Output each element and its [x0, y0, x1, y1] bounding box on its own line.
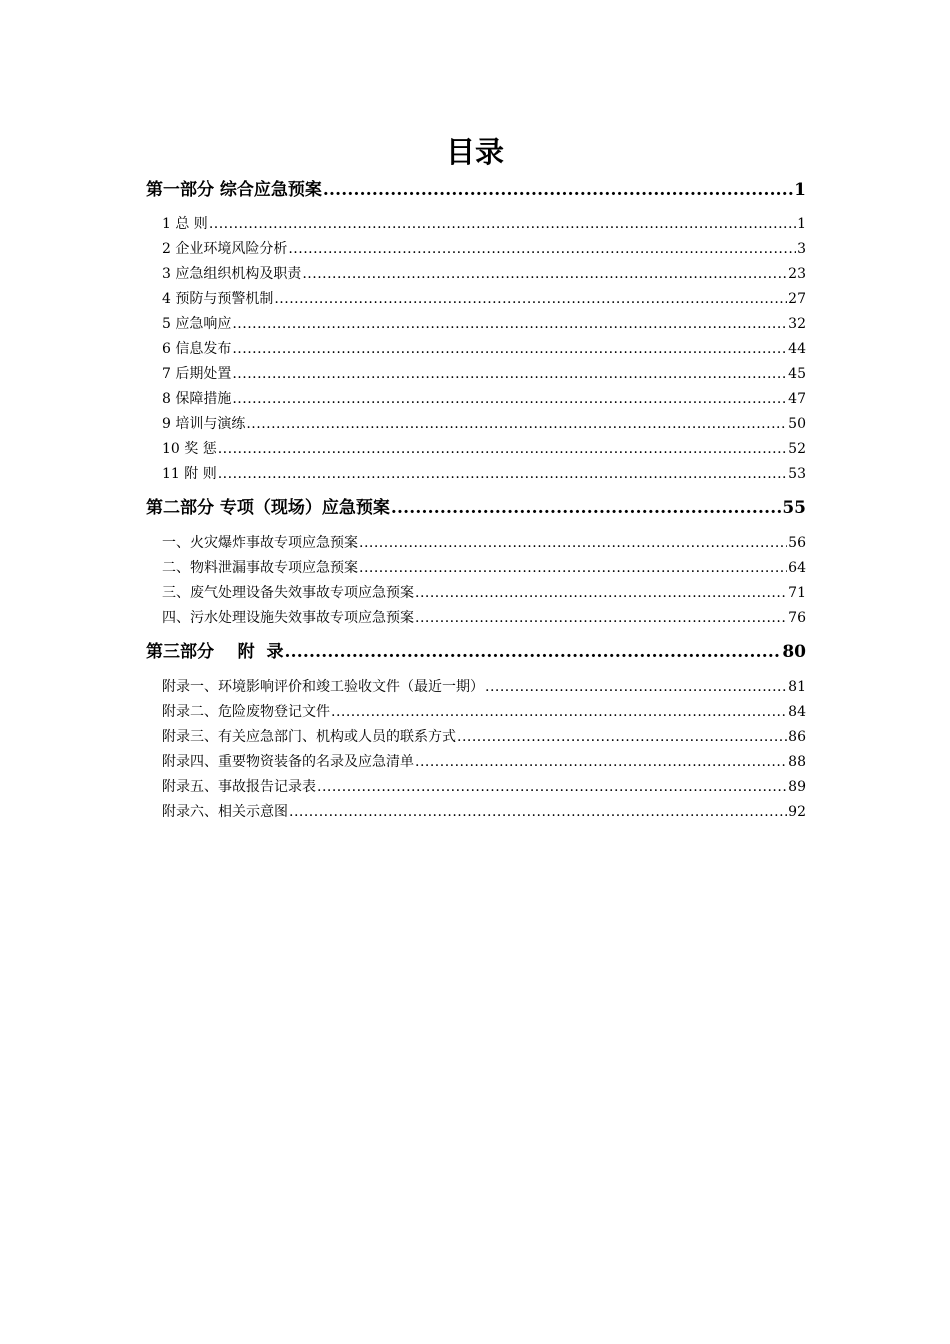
toc-item-label: 附录六、相关示意图 — [162, 804, 288, 820]
dot-leader — [232, 339, 787, 359]
toc-item[interactable] — [162, 558, 806, 578]
toc-item-label: 3 应急组织机构及职责 — [162, 266, 302, 282]
toc-page-number: 88 — [788, 754, 806, 770]
toc-item-label: 11 附 则 — [162, 466, 217, 482]
toc-part-3[interactable] — [146, 640, 806, 664]
toc-item[interactable] — [162, 389, 806, 409]
toc-item-label: 1 总 则 — [162, 216, 208, 232]
dot-leader — [415, 752, 787, 772]
toc-item[interactable] — [162, 439, 806, 459]
toc-page-number: 55 — [782, 498, 806, 518]
dot-leader — [331, 702, 787, 722]
toc-item-label: 四、污水处理设施失效事故专项应急预案 — [162, 610, 414, 626]
toc-page-number: 1 — [794, 180, 806, 200]
dot-leader — [302, 264, 787, 284]
toc-item[interactable] — [162, 314, 806, 334]
dot-leader — [232, 389, 787, 409]
toc-page-number: 1 — [797, 216, 806, 232]
toc-page-number: 52 — [788, 441, 806, 457]
dot-leader — [359, 533, 787, 553]
toc-page-number: 86 — [788, 729, 806, 745]
toc-part-1[interactable] — [146, 178, 806, 202]
toc-item[interactable] — [162, 752, 806, 772]
toc-item-label: 附录五、事故报告记录表 — [162, 779, 316, 795]
toc-item-label: 6 信息发布 — [162, 341, 232, 357]
toc-item[interactable] — [162, 264, 806, 284]
toc-item[interactable] — [162, 289, 806, 309]
toc-item[interactable] — [162, 239, 806, 259]
toc-item[interactable] — [162, 802, 806, 822]
toc-item[interactable] — [162, 608, 806, 628]
toc-item[interactable] — [162, 414, 806, 434]
toc-item[interactable] — [162, 464, 806, 484]
toc-page-number: 3 — [797, 241, 806, 257]
toc-item[interactable] — [162, 583, 806, 603]
toc-page-number: 92 — [788, 804, 806, 820]
toc-item-label: 三、废气处理设备失效事故专项应急预案 — [162, 585, 414, 601]
dot-leader — [391, 496, 781, 520]
toc-page-number: 50 — [788, 416, 806, 432]
toc-page-number: 27 — [788, 291, 806, 307]
toc-part-label: 第一部分 综合应急预案 — [146, 180, 322, 200]
dot-leader — [415, 583, 787, 603]
dot-leader — [485, 677, 787, 697]
dot-leader — [317, 777, 787, 797]
toc-part-label: 第二部分 专项（现场）应急预案 — [146, 498, 390, 518]
toc-item-label: 7 后期处置 — [162, 366, 232, 382]
toc-item-label: 附录四、重要物资装备的名录及应急清单 — [162, 754, 414, 770]
toc-item-label: 二、物料泄漏事故专项应急预案 — [162, 560, 358, 576]
toc-item-label: 10 奖 惩 — [162, 441, 217, 457]
dot-leader — [232, 364, 787, 384]
toc-item[interactable] — [162, 364, 806, 384]
toc-page-number: 47 — [788, 391, 806, 407]
toc-item[interactable] — [162, 727, 806, 747]
dot-leader — [209, 214, 796, 234]
dot-leader — [323, 178, 793, 202]
toc-part-2[interactable] — [146, 496, 806, 520]
toc-page-number: 64 — [788, 560, 806, 576]
dot-leader — [289, 802, 787, 822]
toc-item-label: 5 应急响应 — [162, 316, 232, 332]
toc-item[interactable] — [162, 677, 806, 697]
toc-page-number: 23 — [788, 266, 806, 282]
toc-page-number: 44 — [788, 341, 806, 357]
toc-page-number: 81 — [788, 679, 806, 695]
toc-page-number: 76 — [788, 610, 806, 626]
toc-item-label: 2 企业环境风险分析 — [162, 241, 288, 257]
dot-leader — [232, 314, 787, 334]
dot-leader — [246, 414, 787, 434]
toc-item-label: 附录三、有关应急部门、机构或人员的联系方式 — [162, 729, 456, 745]
toc-page-number: 53 — [788, 466, 806, 482]
toc-item-label: 附录一、环境影响评价和竣工验收文件（最近一期） — [162, 679, 484, 695]
toc-item[interactable] — [162, 777, 806, 797]
toc-page-number: 56 — [788, 535, 806, 551]
toc-item-label: 8 保障措施 — [162, 391, 232, 407]
toc-page-number: 89 — [788, 779, 806, 795]
dot-leader — [359, 558, 787, 578]
toc-part-label: 第三部分 附 录 — [146, 642, 284, 662]
toc-item-label: 4 预防与预警机制 — [162, 291, 274, 307]
toc-item-label: 附录二、危险废物登记文件 — [162, 704, 330, 720]
toc-page-number: 32 — [788, 316, 806, 332]
dot-leader — [288, 239, 796, 259]
toc-page-number: 84 — [788, 704, 806, 720]
dot-leader — [415, 608, 787, 628]
toc-item[interactable] — [162, 702, 806, 722]
toc-page-number: 71 — [788, 585, 806, 601]
dot-leader — [218, 439, 787, 459]
dot-leader — [457, 727, 787, 747]
toc-item-label: 9 培训与演练 — [162, 416, 246, 432]
toc-item-label: 一、火灾爆炸事故专项应急预案 — [162, 535, 358, 551]
toc-item[interactable] — [162, 339, 806, 359]
toc-page-number: 80 — [782, 642, 806, 662]
dot-leader — [218, 464, 787, 484]
toc-item[interactable] — [162, 214, 806, 234]
dot-leader — [274, 289, 787, 309]
toc-item[interactable] — [162, 533, 806, 553]
toc-page-number: 45 — [788, 366, 806, 382]
toc-title: 目录 — [445, 135, 504, 169]
dot-leader — [285, 640, 782, 664]
